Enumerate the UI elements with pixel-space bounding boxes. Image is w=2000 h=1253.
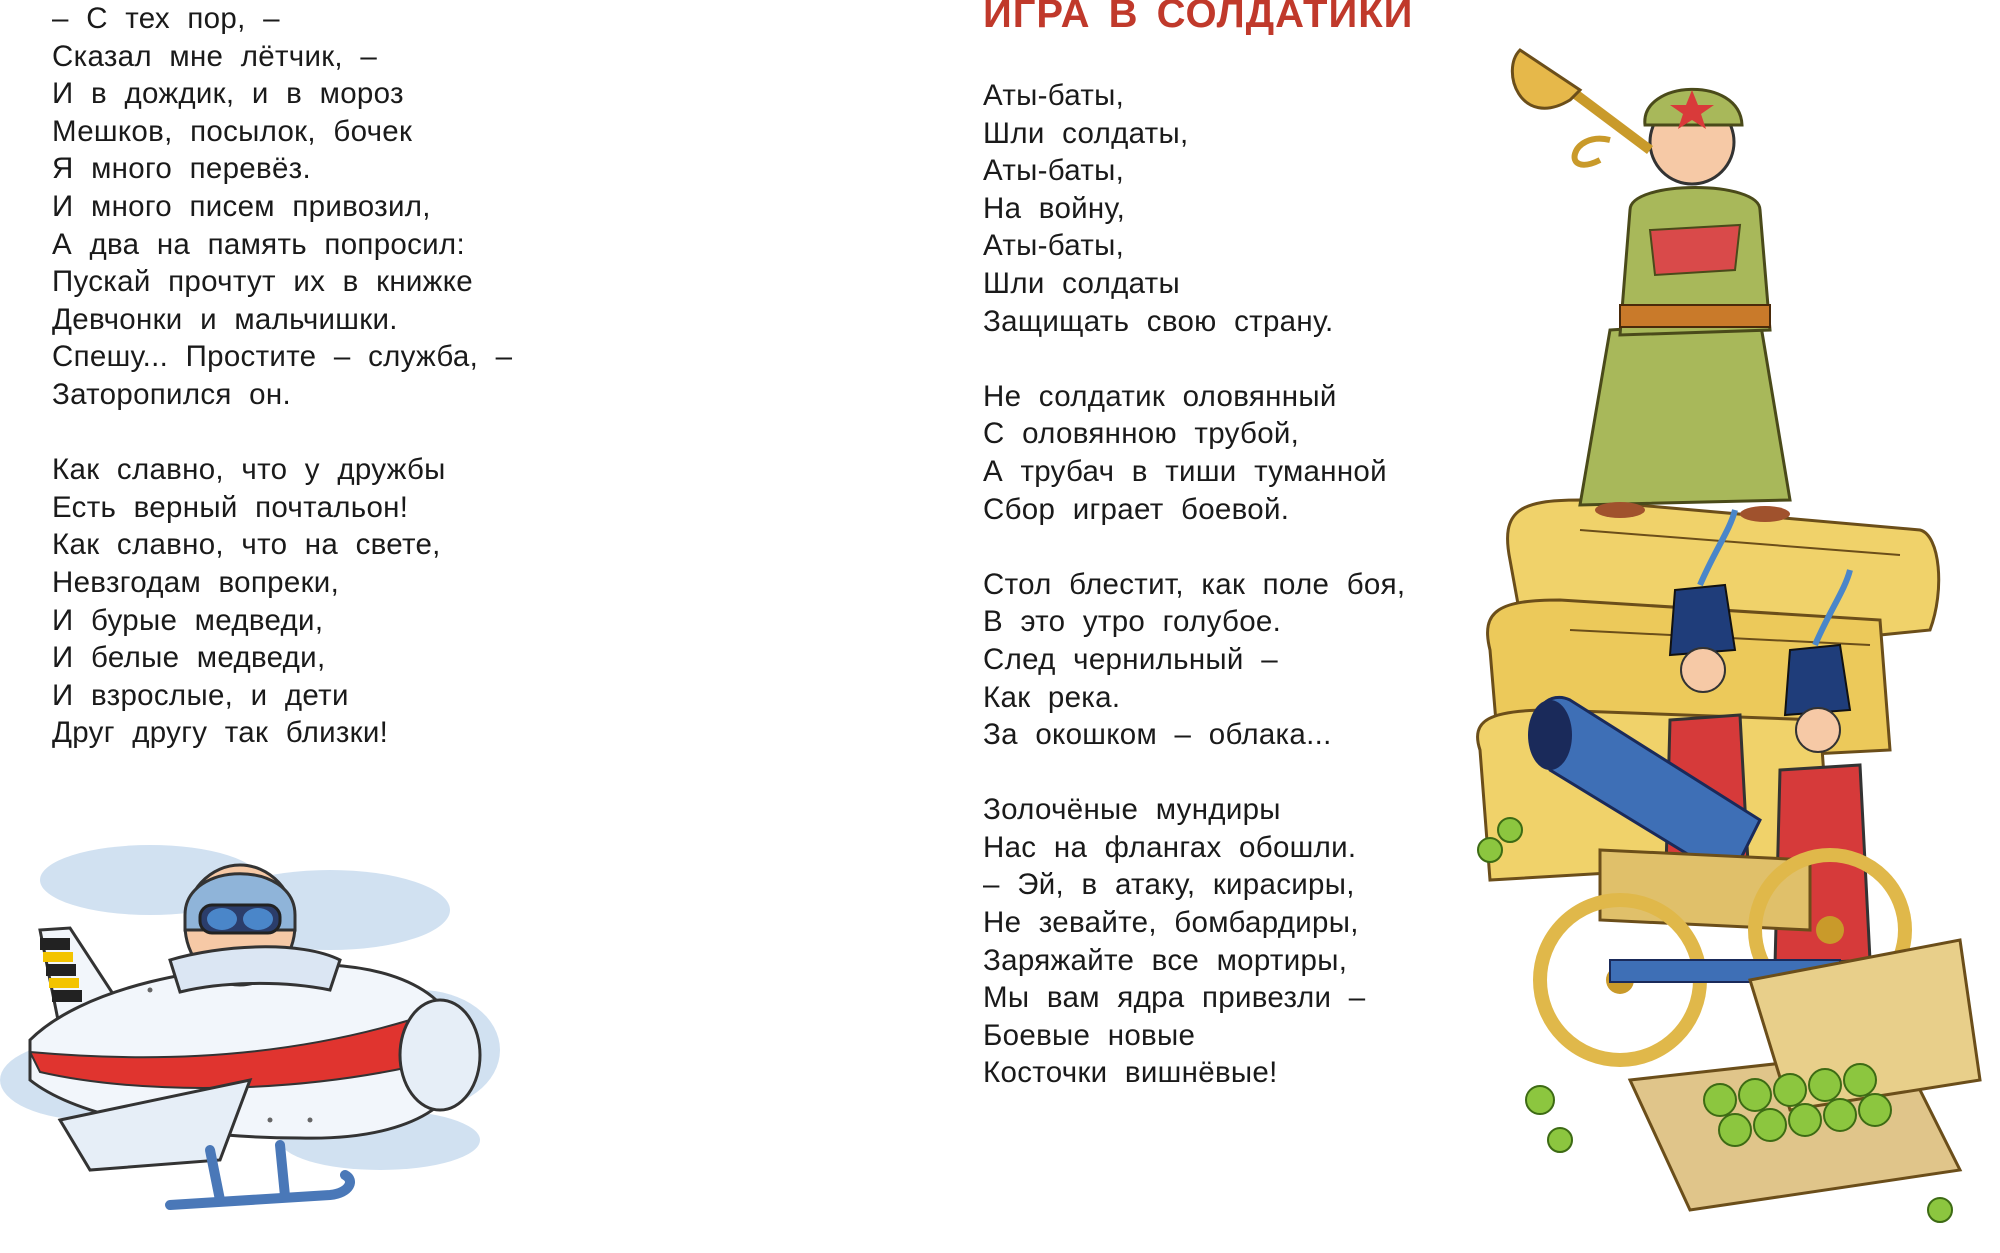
trumpet xyxy=(1512,50,1650,165)
poem-line: – Эй, в атаку, кирасиры, xyxy=(983,868,1355,902)
poem-line: Мешков, посылок, бочек xyxy=(52,114,413,148)
poem-line: Невзгодам вопреки, xyxy=(52,565,340,599)
poem-title: ИГРА В СОЛДАТИКИ xyxy=(983,0,1414,36)
poem-line: Сбор играет боевой. xyxy=(983,492,1290,526)
poem-line: Стол блестит, как поле боя, xyxy=(983,567,1406,601)
poem-line: И много писем привозил, xyxy=(52,189,431,223)
poem-line: Боевые новые xyxy=(983,1018,1196,1052)
poem-line: И бурые медведи, xyxy=(52,603,324,637)
poem-line: Есть верный почтальон! xyxy=(52,490,409,524)
goggles xyxy=(200,905,280,933)
poem-line: След чернильный – xyxy=(983,642,1278,676)
poem-line: Как река. xyxy=(983,680,1121,714)
poem-line: Косточки вишнёвые! xyxy=(983,1056,1278,1090)
poem-line: На войну, xyxy=(983,191,1126,225)
poem-line: Как славно, что на свете, xyxy=(52,528,441,562)
poem-line: Девчонки и мальчишки. xyxy=(52,302,398,336)
poem-line: И взрослые, и дети xyxy=(52,678,349,712)
stanza-gap xyxy=(983,754,1405,792)
poem-line: А два на память попросил: xyxy=(52,227,465,261)
poem-line: Нас на флангах обошли. xyxy=(983,830,1357,864)
poem-line: Аты-баты, xyxy=(983,229,1125,263)
poem-line: Заторопился он. xyxy=(52,377,291,411)
poem-line: Золочёные мундиры xyxy=(983,793,1281,827)
poem-line: Мы вам ядра привезли – xyxy=(983,981,1366,1015)
poem-line: Защищать свою страну. xyxy=(983,304,1334,338)
poem-line: А трубач в тиши туманной xyxy=(983,454,1387,488)
trumpeter-soldier xyxy=(1512,50,1790,522)
poem-line: И в дождик, и в мороз xyxy=(52,77,404,111)
poem-line: С оловянною трубой, xyxy=(983,417,1300,451)
toy-soldiers-illustration xyxy=(1460,30,2000,1253)
stanza-gap xyxy=(52,414,512,452)
poem-line: Шли солдаты xyxy=(983,266,1180,300)
poem-line: Аты-баты, xyxy=(983,79,1125,112)
poem-line: Сказал мне лётчик, – xyxy=(52,39,378,73)
airplane-pilot-illustration xyxy=(0,820,500,1220)
poem-line: Как славно, что у дружбы xyxy=(52,453,446,487)
poem-line: За окошком – облака... xyxy=(983,718,1332,752)
poem-line: В это утро голубое. xyxy=(983,605,1282,639)
poem-line: Спешу... Простите – служба, – xyxy=(52,340,513,374)
stanza-gap xyxy=(983,340,1405,378)
plane-nose xyxy=(400,1000,480,1110)
poem-line: Пускай прочтут их в книжке xyxy=(52,265,473,299)
poem-line: Не зевайте, бомбардиры, xyxy=(983,906,1359,940)
poem-line: Не солдатик оловянный xyxy=(983,379,1337,413)
poem-line: Шли солдаты, xyxy=(983,116,1189,150)
poem-line: Заряжайте все мортиры, xyxy=(983,943,1348,977)
poem-line: Аты-баты, xyxy=(983,154,1125,188)
poem-line: Друг другу так близки! xyxy=(52,716,389,750)
poem-line: Я много перевёз. xyxy=(52,152,311,186)
poem-line: – С тех пор, – xyxy=(52,2,280,35)
right-poem xyxy=(983,77,1405,1092)
stanza-gap xyxy=(983,528,1405,566)
left-poem xyxy=(52,0,512,752)
poem-line: И белые медведи, xyxy=(52,641,326,675)
